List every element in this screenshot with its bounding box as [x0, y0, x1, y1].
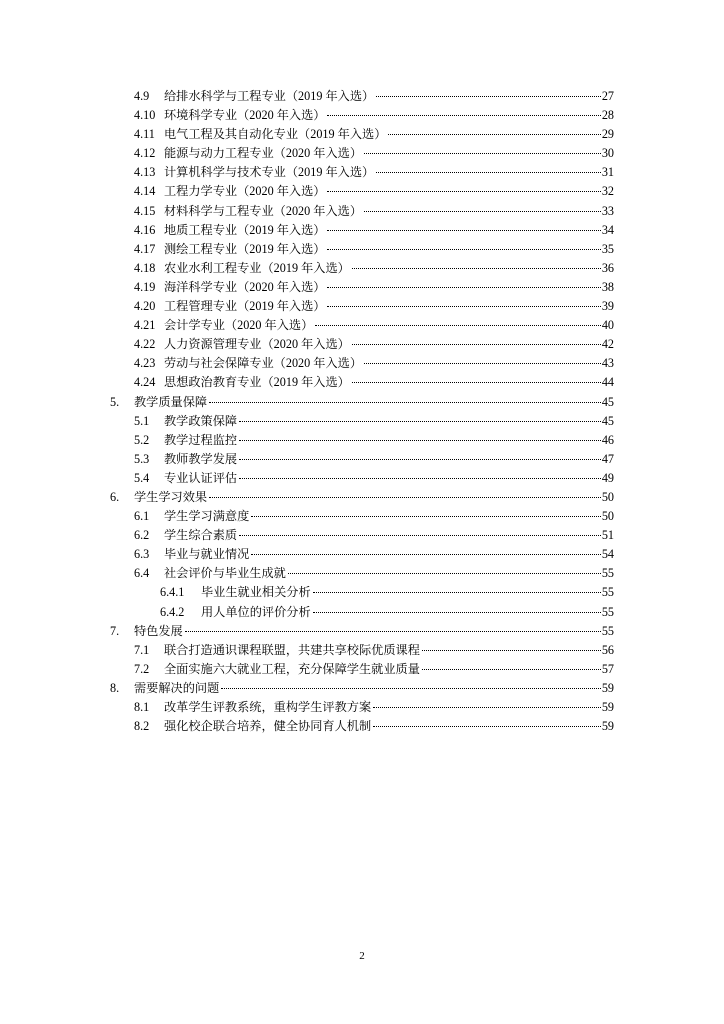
- toc-entry[interactable]: [110, 240, 614, 259]
- toc-entry-page: 56: [601, 642, 614, 657]
- dot-leader: [364, 211, 601, 212]
- toc-entry-title: 能源与动力工程专业（2020 年入选）: [164, 146, 363, 161]
- toc-entry-page: 36: [601, 260, 614, 275]
- dot-leader: [327, 249, 600, 250]
- dot-leader: [239, 535, 601, 536]
- toc-entry-title: 特色发展: [134, 623, 183, 638]
- toc-entry-page: 46: [601, 432, 614, 447]
- toc-entry[interactable]: [110, 545, 614, 564]
- toc-entry-title: 教学质量保障: [134, 394, 208, 409]
- toc-entry-number: 4.15: [134, 203, 156, 218]
- toc-entry-page: 51: [601, 528, 614, 543]
- toc-entry-page: 45: [601, 394, 614, 409]
- dot-leader: [327, 191, 600, 192]
- dot-leader: [209, 497, 601, 498]
- toc-entry[interactable]: [110, 106, 614, 125]
- toc-entry-number: 4.12: [134, 146, 156, 161]
- toc-entry[interactable]: [110, 660, 614, 679]
- toc-entry-number: 4.14: [134, 184, 156, 199]
- toc-entry[interactable]: [110, 316, 614, 335]
- toc-entry-number: 4.17: [134, 241, 156, 256]
- toc-entry[interactable]: [110, 278, 614, 297]
- toc-entry-number: 4.21: [134, 318, 156, 333]
- toc-entry[interactable]: [110, 603, 614, 622]
- toc-entry-number: 6.1: [134, 509, 150, 524]
- toc-entry-title: 教师教学发展: [164, 451, 238, 466]
- toc-entry[interactable]: [110, 335, 614, 354]
- dot-leader: [221, 688, 601, 689]
- toc-entry-title: 改革学生评教系统，重构学生评教方案: [164, 700, 372, 714]
- toc-entry[interactable]: [110, 488, 614, 507]
- toc-entry-page: 34: [601, 222, 614, 237]
- dot-leader: [239, 459, 601, 460]
- toc-entry-number: 4.9: [134, 89, 150, 103]
- toc-entry-title: 电气工程及其自动化专业（2019 年入选）: [164, 127, 387, 142]
- toc-entry-number: 4.24: [134, 375, 156, 390]
- toc-entry-number: 6.4.1: [160, 585, 185, 600]
- dot-leader: [373, 726, 601, 727]
- toc-entry[interactable]: [110, 144, 614, 163]
- toc-entry-title: 工程力学专业（2020 年入选）: [164, 184, 326, 199]
- dot-leader: [185, 631, 601, 632]
- toc-entry-page: 59: [601, 700, 614, 714]
- toc-entry-page: 49: [601, 470, 614, 485]
- dot-leader: [239, 421, 601, 422]
- toc-entry-page: 59: [601, 719, 614, 734]
- toc-entry-page: 45: [601, 413, 614, 428]
- toc-entry-page: 59: [601, 680, 614, 695]
- toc-entry-title: 地质工程专业（2019 年入选）: [164, 222, 326, 237]
- dot-leader: [373, 707, 601, 708]
- table-of-contents: [110, 87, 614, 736]
- toc-entry-title: 环境科学专业（2020 年入选）: [164, 108, 326, 123]
- dot-leader: [422, 669, 601, 670]
- toc-entry[interactable]: [110, 393, 614, 412]
- toc-entry-number: 5.1: [134, 413, 150, 428]
- dot-leader: [239, 478, 601, 479]
- dot-leader: [251, 554, 601, 555]
- dot-leader: [313, 592, 601, 593]
- toc-entry-number: 4.22: [134, 337, 156, 352]
- toc-entry[interactable]: [110, 221, 614, 240]
- dot-leader: [315, 325, 601, 326]
- toc-entry[interactable]: [110, 507, 614, 526]
- dot-leader: [327, 306, 600, 307]
- toc-entry-number: 4.19: [134, 279, 156, 294]
- dot-leader: [352, 268, 601, 269]
- toc-entry[interactable]: [110, 564, 614, 583]
- dot-leader: [376, 172, 601, 173]
- toc-entry-title: 计算机科学与技术专业（2019 年入选）: [164, 165, 375, 180]
- toc-entry-title: 测绘工程专业（2019 年入选）: [164, 241, 326, 256]
- toc-entry-title: 教学政策保障: [164, 413, 238, 428]
- toc-entry[interactable]: [110, 583, 614, 602]
- toc-entry-title: 毕业与就业情况: [164, 547, 250, 562]
- toc-entry-title: 人力资源管理专业（2020 年入选）: [164, 337, 350, 352]
- toc-entry[interactable]: [110, 450, 614, 469]
- toc-entry-page: 43: [601, 356, 614, 371]
- toc-entry[interactable]: [110, 622, 614, 641]
- toc-entry-page: 55: [601, 585, 614, 600]
- toc-entry-title: 学生学习满意度: [164, 509, 250, 524]
- toc-entry[interactable]: [110, 679, 614, 698]
- toc-entry-title: 学生综合素质: [164, 528, 238, 543]
- toc-entry-number: 4.16: [134, 222, 156, 237]
- dot-leader: [239, 440, 601, 441]
- dot-leader: [364, 153, 601, 154]
- toc-entry-page: 38: [601, 279, 614, 294]
- toc-entry-title: 海洋科学专业（2020 年入选）: [164, 279, 326, 294]
- dot-leader: [376, 96, 601, 97]
- toc-entry[interactable]: [110, 717, 614, 736]
- toc-entry-title: 联合打造通识课程联盟，共建共享校际优质课程: [164, 642, 420, 657]
- toc-entry-page: 40: [601, 318, 614, 333]
- toc-entry-number: 6.2: [134, 528, 150, 543]
- dot-leader: [388, 134, 600, 135]
- toc-entry-number: 4.18: [134, 260, 156, 275]
- toc-entry-title: 全面实施六大就业工程，充分保障学生就业质量: [164, 661, 420, 676]
- toc-entry-page: 47: [601, 451, 614, 466]
- toc-entry-title: 材料科学与工程专业（2020 年入选）: [164, 203, 363, 218]
- toc-entry-number: 6.4.2: [160, 604, 185, 619]
- toc-entry-number: 5.: [110, 394, 120, 409]
- toc-entry[interactable]: [110, 469, 614, 488]
- toc-entry-title: 毕业生就业相关分析: [201, 585, 311, 600]
- toc-entry-number: 6.3: [134, 547, 150, 562]
- dot-leader: [422, 650, 601, 651]
- dot-leader: [352, 344, 601, 345]
- toc-entry-number: 8.2: [134, 719, 150, 734]
- toc-entry-page: 27: [601, 89, 614, 103]
- toc-entry-page: 28: [601, 108, 614, 123]
- toc-entry-number: 7.2: [134, 661, 150, 676]
- toc-entry-page: 32: [601, 184, 614, 199]
- dot-leader: [288, 573, 601, 574]
- toc-entry-title: 社会评价与毕业生成就: [164, 566, 286, 581]
- toc-entry-title: 劳动与社会保障专业（2020 年入选）: [164, 356, 363, 371]
- toc-entry[interactable]: [110, 182, 614, 201]
- toc-entry-number: 5.3: [134, 451, 150, 466]
- toc-entry-number: 8.1: [134, 700, 150, 714]
- toc-entry-page: 55: [601, 623, 614, 638]
- toc-entry[interactable]: [110, 297, 614, 316]
- toc-entry[interactable]: [110, 125, 614, 144]
- toc-entry-page: 44: [601, 375, 614, 390]
- toc-entry-title: 强化校企联合培养，健全协同育人机制: [164, 719, 372, 734]
- toc-entry[interactable]: [110, 526, 614, 545]
- toc-entry-title: 会计学专业（2020 年入选）: [164, 318, 314, 333]
- dot-leader: [327, 230, 600, 231]
- dot-leader: [209, 402, 601, 403]
- toc-entry[interactable]: [110, 641, 614, 660]
- toc-entry-number: 7.1: [134, 642, 150, 657]
- toc-entry-title: 教学过程监控: [164, 432, 238, 447]
- toc-entry-title: 工程管理专业（2019 年入选）: [164, 299, 326, 314]
- toc-entry[interactable]: [110, 202, 614, 221]
- toc-entry-page: 55: [601, 604, 614, 619]
- toc-entry[interactable]: [110, 163, 614, 182]
- toc-entry-page: 50: [601, 509, 614, 524]
- toc-entry[interactable]: [110, 431, 614, 450]
- toc-entry[interactable]: [110, 87, 614, 106]
- toc-entry-title: 给排水科学与工程专业（2019 年入选）: [164, 89, 375, 103]
- toc-entry[interactable]: [110, 354, 614, 373]
- toc-entry-page: 54: [601, 547, 614, 562]
- toc-entry[interactable]: [110, 373, 614, 392]
- toc-entry-number: 6.: [110, 489, 120, 504]
- dot-leader: [364, 363, 601, 364]
- toc-entry-page: 30: [601, 146, 614, 161]
- toc-entry-number: 4.20: [134, 299, 156, 314]
- page-number: 2: [359, 950, 365, 962]
- toc-entry-title: 专业认证评估: [164, 470, 238, 485]
- toc-entry-page: 33: [601, 203, 614, 218]
- toc-entry-number: 7.: [110, 623, 120, 638]
- toc-entry-page: 50: [601, 489, 614, 504]
- toc-entry-page: 39: [601, 299, 614, 314]
- toc-entry-title: 用人单位的评价分析: [201, 604, 311, 619]
- toc-entry-number: 5.2: [134, 432, 150, 447]
- toc-entry-title: 思想政治教育专业（2019 年入选）: [164, 375, 350, 390]
- dot-leader: [313, 612, 601, 613]
- toc-entry-number: 4.10: [134, 108, 156, 123]
- toc-entry-title: 学生学习效果: [134, 489, 208, 504]
- toc-entry-title: 需要解决的问题: [134, 680, 220, 695]
- dot-leader: [352, 382, 601, 383]
- toc-entry-page: 42: [601, 337, 614, 352]
- toc-entry-page: 29: [601, 127, 614, 142]
- toc-entry-number: 5.4: [134, 470, 150, 485]
- toc-entry-page: 35: [601, 241, 614, 256]
- toc-entry-page: 55: [601, 566, 614, 581]
- toc-entry-page: 31: [601, 165, 614, 180]
- toc-entry-title: 农业水利工程专业（2019 年入选）: [164, 260, 350, 275]
- toc-entry[interactable]: [110, 259, 614, 278]
- toc-entry-number: 4.11: [134, 127, 155, 142]
- toc-entry-page: 57: [601, 661, 614, 676]
- toc-entry[interactable]: [110, 698, 614, 717]
- toc-entry-number: 4.23: [134, 356, 156, 371]
- toc-entry-number: 8.: [110, 680, 120, 695]
- toc-entry[interactable]: [110, 412, 614, 431]
- toc-entry-number: 4.13: [134, 165, 156, 180]
- toc-entry-number: 6.4: [134, 566, 150, 581]
- dot-leader: [251, 516, 601, 517]
- dot-leader: [327, 287, 600, 288]
- dot-leader: [327, 115, 600, 116]
